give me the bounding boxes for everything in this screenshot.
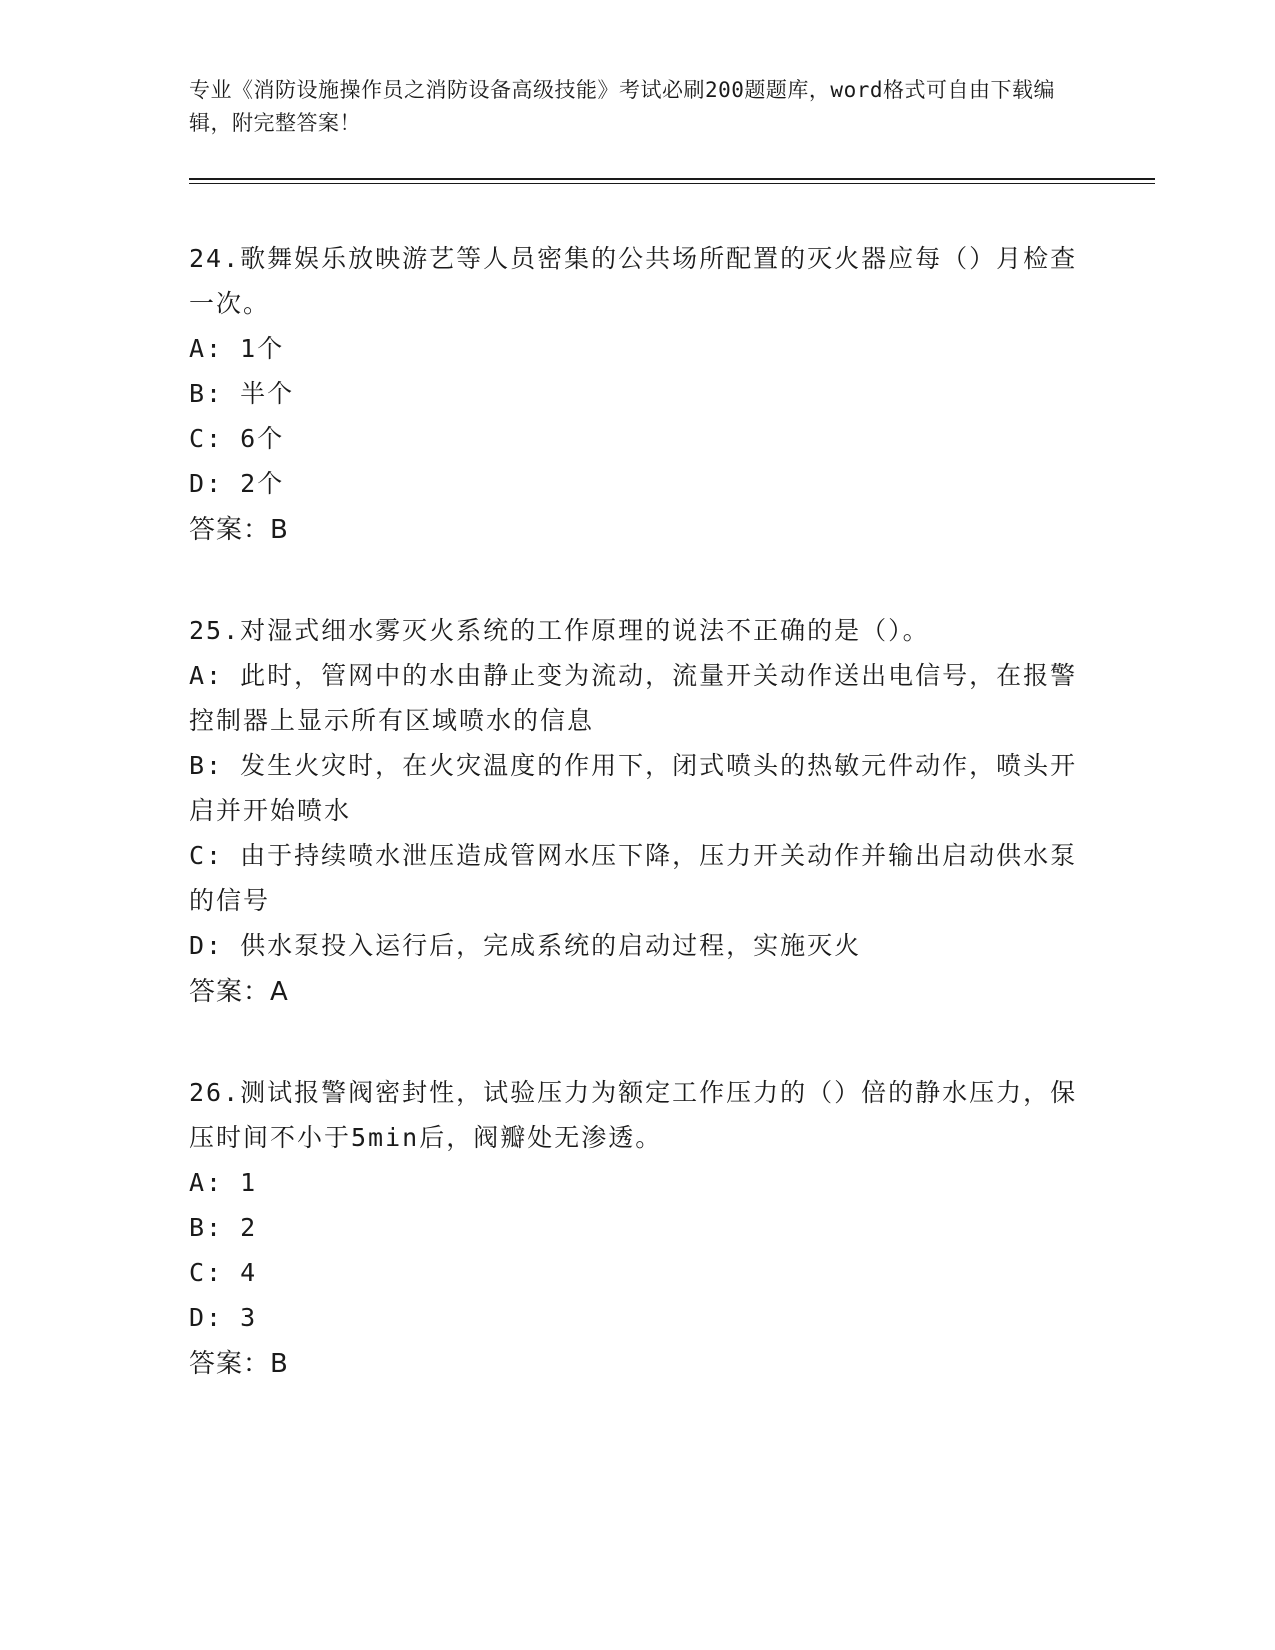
answer: 答案：B — [189, 1349, 289, 1379]
answer: 答案：A — [189, 977, 289, 1007]
option-c: C: 6个 — [189, 424, 285, 453]
question-list — [189, 236, 1089, 1442]
question-25 — [189, 608, 1089, 1016]
option-b: B: 2 — [189, 1213, 258, 1242]
option-b: B: 发生火灾时，在火灾温度的作用下，闭式喷头的热敏元件动作，喷头开启并开始喷水 — [189, 751, 1078, 825]
option-c: C: 由于持续喷水泄压造成管网水压下降，压力开关动作并输出启动供水泵的信号 — [189, 841, 1078, 915]
option-b: B: 半个 — [189, 379, 295, 408]
option-a: A: 此时，管网中的水由静止变为流动，流量开关动作送出电信号，在报警控制器上显示所有区域喷水的信息 — [189, 661, 1078, 735]
option-d: D: 3 — [189, 1303, 258, 1332]
question-stem: 26.测试报警阀密封性，试验压力为额定工作压力的（）倍的静水压力，保压时间不小于5min后，阀瓣处无渗透。 — [189, 1078, 1078, 1152]
question-stem: 25.对湿式细水雾灭火系统的工作原理的说法不正确的是（）。 — [189, 616, 930, 645]
document-header: 专业《消防设施操作员之消防设备高级技能》考试必刷200题题库，word格式可自由下载编辑，附完整答案！ — [189, 78, 1055, 135]
option-a: A: 1个 — [189, 334, 285, 363]
answer: 答案：B — [189, 515, 289, 545]
header-divider-thick — [189, 178, 1155, 180]
question-26 — [189, 1070, 1089, 1388]
option-a: A: 1 — [189, 1168, 258, 1197]
header-divider-thin — [189, 183, 1155, 184]
question-stem: 24.歌舞娱乐放映游艺等人员密集的公共场所配置的灭火器应每（）月检查一次。 — [189, 244, 1078, 318]
option-c: C: 4 — [189, 1258, 258, 1287]
option-d: D: 供水泵投入运行后，完成系统的启动过程，实施灭火 — [189, 931, 862, 960]
question-24 — [189, 236, 1089, 554]
option-d: D: 2个 — [189, 469, 285, 498]
